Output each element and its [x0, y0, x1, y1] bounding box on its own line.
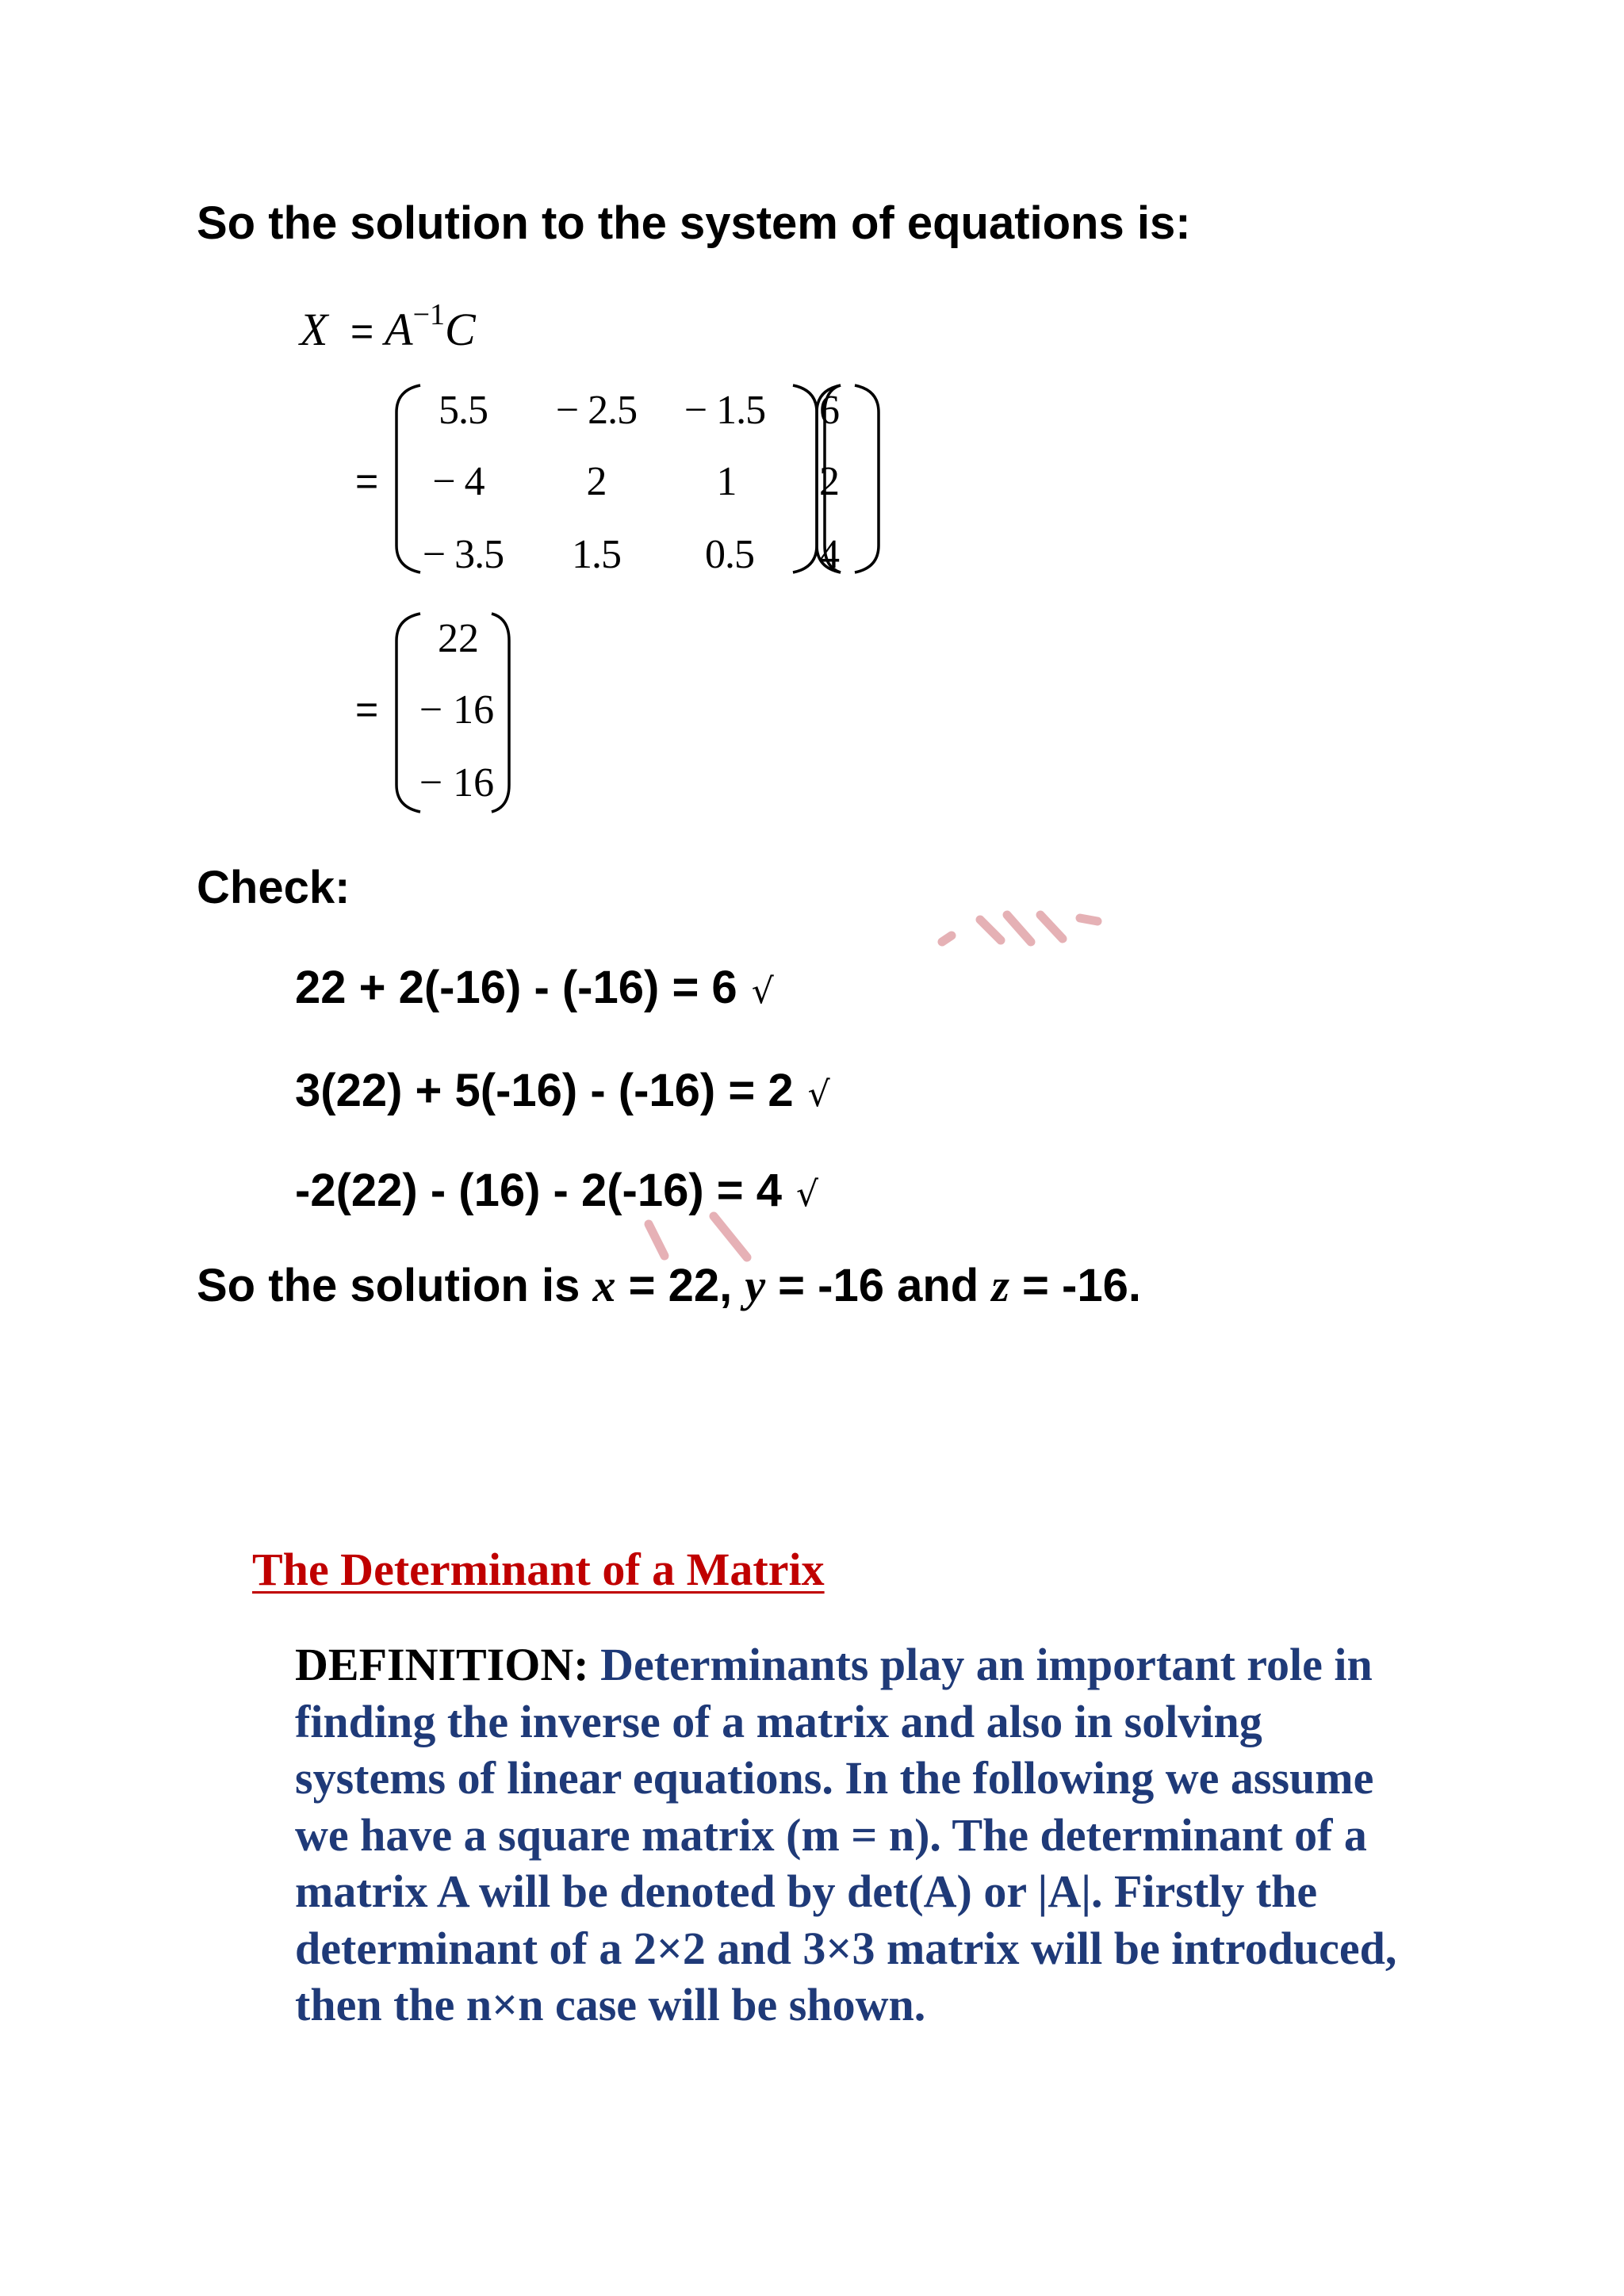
matrix-cell: − 1.5: [684, 388, 766, 433]
check-line: [295, 1064, 830, 1117]
formula-x: X: [300, 304, 328, 355]
matrix-cell: 0.5: [705, 532, 754, 577]
matrix-cell: − 4: [432, 459, 485, 504]
matrix-cell: − 3.5: [422, 532, 504, 577]
determinant-title: The Determinant of a Matrix: [252, 1544, 825, 1595]
result-cell: 22: [438, 616, 479, 661]
matrix-cell: 5.5: [439, 388, 488, 433]
formula-equals: =: [350, 309, 374, 354]
solution-statement: [197, 1259, 1141, 1312]
vector-cell: 6: [819, 388, 840, 433]
value-y: = -16 and: [765, 1260, 992, 1311]
check-mark-icon: √: [796, 1174, 819, 1215]
check-mark-icon: √: [807, 1074, 830, 1115]
section-heading: So the solution to the system of equations is:: [197, 197, 1191, 249]
result-cell: − 16: [419, 760, 495, 806]
matrix-cell: 1: [716, 459, 737, 504]
matrix-cell: 1.5: [572, 532, 621, 577]
value-z: = -16.: [1009, 1260, 1141, 1311]
vector-cell: 4: [819, 532, 840, 577]
var-x: x: [592, 1260, 616, 1311]
check-equation: 3(22) + 5(-16) - (-16) = 2: [295, 1065, 794, 1116]
equals-sign: =: [355, 459, 379, 503]
var-z: z: [991, 1260, 1009, 1311]
formula-a: A: [385, 304, 413, 355]
check-line: [295, 961, 774, 1014]
matrix-cell: − 2.5: [555, 388, 638, 433]
definition-paragraph: [295, 1636, 1421, 2034]
definition-text: Determinants play an important role in finding the inverse of a matrix and also in solving systems of linear equations. In the following we assume we have a square matrix (m = n). The determinant of a matrix A will be denoted by det(A) or |A|. Firstly the determinant of a 2×2 and 3×3 matrix will be introduced, then the n×n case will be shown.: [295, 1639, 1397, 2030]
check-mark-icon: √: [751, 971, 774, 1012]
var-y: y: [745, 1260, 766, 1311]
matrix-cell: 2: [586, 459, 607, 504]
definition-label: DEFINITION:: [295, 1639, 589, 1690]
check-title: Check:: [197, 862, 350, 913]
equals-sign: =: [355, 687, 379, 732]
value-x: = 22,: [615, 1260, 745, 1311]
check-equation: 22 + 2(-16) - (-16) = 6: [295, 962, 737, 1013]
formula-exponent: −1: [412, 298, 446, 331]
check-line: [295, 1164, 818, 1217]
solution-prefix: So the solution is: [197, 1260, 593, 1311]
vector-cell: 2: [819, 459, 840, 504]
formula-c: C: [445, 304, 476, 355]
check-equation: -2(22) - (16) - 2(-16) = 4: [295, 1165, 783, 1216]
result-cell: − 16: [419, 687, 495, 733]
